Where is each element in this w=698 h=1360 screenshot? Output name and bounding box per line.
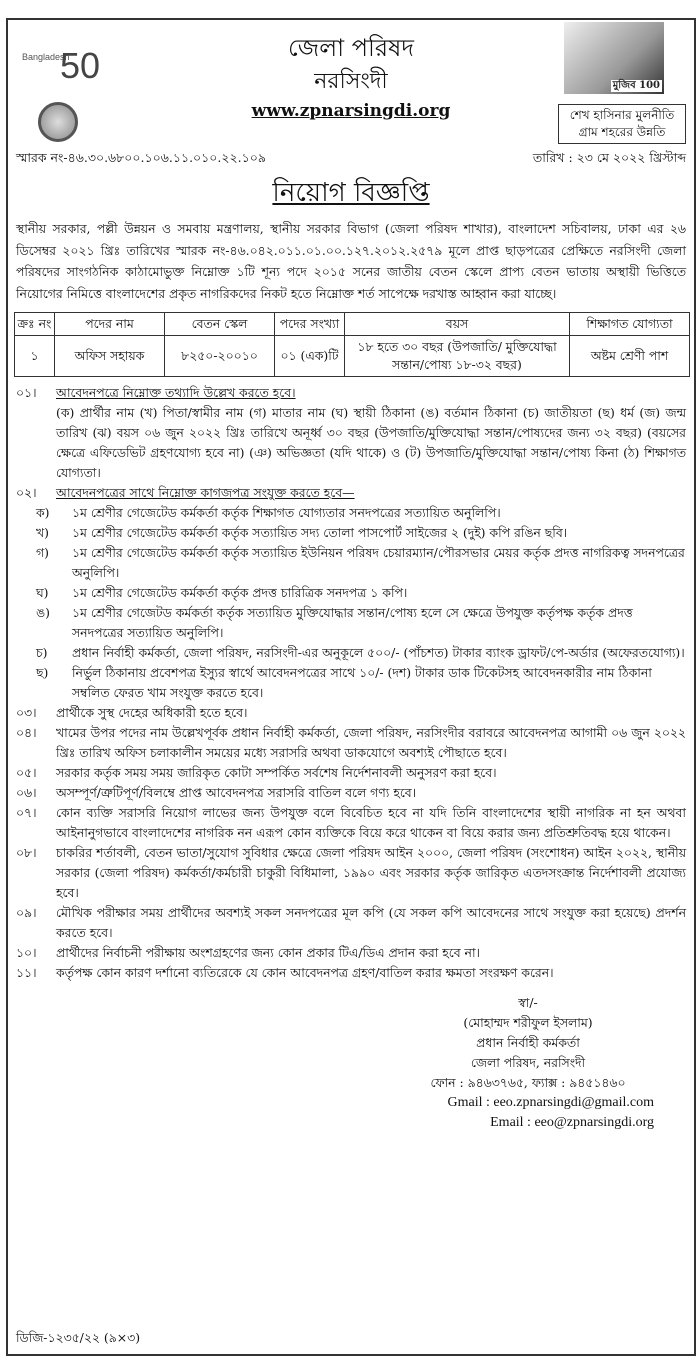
signer-designation: প্রধান নির্বাহী কর্মকর্তা [476, 1035, 580, 1050]
condition-item [16, 783, 686, 803]
memo-line [8, 148, 694, 168]
item-number: ০৪। [16, 725, 37, 740]
sub-item [36, 583, 686, 603]
condition-item [16, 763, 686, 783]
signature-block [398, 993, 658, 1093]
item-text: খামের উপর পদের নাম উল্লেখপূর্বক প্রধান নির্বাহী কর্মকর্তা, জেলা পরিষদ, নরসিংদীর বরাবরে আবেদনপত্র আগামী ০৬ জুন ২০২২ খ্রিঃ তারিখ অফিস চলাকালীন সময়ের মধ্যে সরাসরি অথবা ডাকযোগে অবশ্যই পৌছাতে হবে। [56, 725, 686, 760]
col-scale: বেতন স্কেল [165, 313, 275, 336]
sub-letter: ক) [36, 505, 50, 520]
condition-item [16, 723, 686, 763]
condition-item [16, 943, 686, 963]
sub-item [36, 543, 686, 583]
condition-item [16, 843, 686, 903]
item-text: সরকার কর্তৃক সময় সময় জারিকৃত কোটা সম্পর্কিত সর্বশেষ নির্দেশনাবলী অনুসরণ করা হবে। [56, 765, 497, 780]
sub-text: ১ম শ্রেণীর গেজেটেড কর্মকর্তা কর্তৃক শিক্ষাগত যোগ্যতার সনদপত্রের সত্যায়িত অনুলিপি। [72, 505, 501, 520]
item-number: ০৮। [16, 845, 37, 860]
sub-letter: গ) [36, 545, 49, 560]
condition-item [16, 963, 686, 983]
org-name: জেলা পরিষদ [288, 34, 414, 62]
item-text: প্রার্থীকে সুস্থ দেহের অধিকারী হতে হবে। [56, 705, 248, 720]
slogan-line: গ্রাম শহরের উন্নতি [578, 125, 666, 139]
svg-text:50: 50 [60, 45, 101, 86]
item-number: ১১। [16, 965, 37, 980]
intro-paragraph: স্থানীয় সরকার, পল্লী উন্নয়ন ও সমবায় মন্ত্রণালয়, স্থানীয় সরকার বিভাগ (জেলা পরিষদ শাখার), বাংলাদেশ সচিবালয়, ঢাকা এর ২৬ ডিসেম্বর ২০২১ খ্রিঃ তারিখের স্মারক নং-৪৬.০৪২.০১১.০১.০০.১২৭.২০১২.২৫৭৯ মূলে প্রাপ্ত ছাড়পত্রের প্রেক্ষিতে নরসিংদী জেলা পরিষদের সাংগঠনিক কাঠামোভুক্ত নিম্নোক্ত ১টি শূন্য পদে ২০১৫ সনের জাতীয় বেতন স্কেলে প্রাপ্য বেতন ভাতায় অস্থায়ী ভিত্তিতে নিয়োগের নিমিত্তে বাংলাদেশের প্রকৃত নাগরিকদের নিকট হতে নিম্নোক্ত শর্ত সাপেক্ষে দরখাস্ত আহ্বান করা যাচ্ছে। [16, 221, 686, 301]
svg-text:Bangladesh: Bangladesh [22, 52, 70, 62]
sub-letter: ছ) [36, 665, 49, 680]
phone-fax: ফোন : ৯৪৬৩৭৬৫, ফ্যাক্স : ৯৪৫১৪৬০ [430, 1075, 626, 1090]
item-text: অসম্পূর্ণ/ত্রুটিপূর্ণ/বিলম্বে প্রাপ্ত আবেদনপত্র সরাসরি বাতিল বলে গণ্য হবে। [56, 785, 417, 800]
col-age: বয়স [345, 313, 570, 336]
sub-text: প্রধান নির্বাহী কর্মকর্তা, জেলা পরিষদ, নরসিংদী-এর অনুকূলে ৫০০/- (পাঁচশত) টাকার ব্যাংক ড্রাফট/পে-অর্ডার (অফেরতযোগ্য)। [72, 645, 685, 660]
slogan-line: শেখ হাসিনার মুলনীতি [569, 108, 675, 122]
sub-item [36, 663, 686, 703]
website-link[interactable]: www.zpnarsingdi.org [251, 101, 451, 121]
cell: ৮২৫০-২০০১০ [165, 336, 275, 377]
sub-item [36, 503, 686, 523]
cell: ০১ (এক)টি [275, 336, 345, 377]
item-text: কর্তৃপক্ষ কোন কারণ দর্শানো ব্যতিরেকে যে কোন আবেদনপত্র গ্রহণ/বাতিল করার ক্ষমতা সংরক্ষণ করেন। [56, 965, 554, 980]
condition-item [16, 903, 686, 943]
item-text: প্রার্থীদের নির্বাচনী পরীক্ষায় অংশগ্রহণের জন্য কোন প্রকার টিএ/ডিএ প্রদান করা হবে না। [56, 945, 480, 960]
district-name: নরসিংদী [314, 69, 388, 94]
header [8, 20, 694, 148]
table-header-row [15, 313, 690, 336]
col-post: পদের নাম [55, 313, 165, 336]
item-text: চাকরির শর্তাবলী, বেতন ভাতা/সুযোগ সুবিধার ক্ষেত্রে জেলা পরিষদ আইন ২০০০, জেলা পরিষদ (সংশোধন) আইন ২০২২, স্থানীয় সরকার (জেলা পরিষদ) কর্মকর্তা/কর্মচারী চাকুরী বিধিমালা, ১৯৯০ এবং সরকার কর্তৃক জারিকৃত এতদসংক্রান্ত নির্দেশাবলী প্রযোজ্য হবে। [56, 845, 686, 900]
condition-item [16, 483, 686, 703]
cell: অফিস সহায়ক [55, 336, 165, 377]
sub-letter: খ) [36, 525, 49, 540]
memo-date: তারিখ : ২৩ মে ২০২২ খ্রিস্টাব্দ [532, 150, 686, 165]
sub-letter: ঘ) [36, 585, 49, 600]
email[interactable]: Email : eeo@zpnarsingdi.org [490, 1115, 654, 1130]
item-number: ০১। [16, 385, 37, 400]
sub-text: ১ম শ্রেণীর গেজেটেড কর্মকর্তা কর্তৃক প্রদত্ত চারিত্রিক সনদপত্র ১ কপি। [72, 585, 408, 600]
sub-text: ১ম শ্রেণীর গেজেটেড কর্মকর্তা কর্তৃক সত্যায়িত ইউনিয়ন পরিষদ চেয়ারম্যান/পৌরসভার মেয়র কর্তৃক প্রদত্ত নাগরিকত্ব সদনপত্রের অনুলিপি। [72, 545, 685, 580]
item-number: ০৩। [16, 705, 37, 720]
item-heading: আবেদনপত্রে নিম্নোক্ত তথ্যাদি উল্লেখ করতে হবে। [56, 385, 296, 400]
mujib-100-text: মুজিব 100 [612, 80, 660, 91]
item-number: ০৯। [16, 905, 37, 920]
item-heading: আবেদনপত্রের সাথে নিম্নোক্ত কাগজপত্র সংযুক্ত করতে হবে— [56, 485, 355, 500]
signature: স্বা/- [518, 995, 538, 1010]
sub-letter: চ) [36, 645, 48, 660]
conditions-list [8, 377, 694, 983]
sub-item [36, 603, 686, 643]
mujib-100-portrait [564, 22, 664, 94]
sub-text: ১ম শ্রেণীর গেজেটেড কর্মকর্তা কর্তৃক সত্যায়িত সদ্য তোলা পাসপোর্ট সাইজের ২ (দুই) কপি রঙিন ছবি। [72, 525, 568, 540]
sub-item [36, 643, 686, 663]
item-text: কোন ব্যক্তি সরাসরি নিয়োগ লাভের জন্য উপযুক্ত বলে বিবেচিত হবে না যদি তিনি বাংলাদেশের স্থায়ী নাগরিক না হন অথবা আইনানুগভাবে বাংলাদেশের নাগরিক নন এরূপ কোন ব্যক্তিকে বিয়ে করে থাকেন বা বিয়ে করার জন্য প্রতিশ্রুতিবদ্ধ হয়ে থাকেন। [56, 805, 686, 840]
cell: ১ [15, 336, 55, 377]
slogan-box [558, 104, 686, 144]
memo-ref: স্মারক নং-৪৬.৩০.৬৮০০.১০৬.১১.০১০.২২.১০৯ [16, 150, 266, 165]
sub-item [36, 523, 686, 543]
sub-letter: ঙ) [36, 605, 50, 620]
item-text: (ক) প্রার্থীর নাম (খ) পিতা/স্বামীর নাম (গ) মাতার নাম (ঘ) স্থায়ী ঠিকানা (ঙ) বর্তমান ঠিকানা (চ) জাতীয়তা (ছ) ধর্ম (জ) জন্ম তারিখ (ঝ) বয়স ০৬ জুন ২০২২ খ্রিঃ তারিখে অনূর্ধ্ব ৩০ বছর (উপজাতি/মুক্তিযোদ্ধা সন্তান/পোষ্যদের জন্য ৩২ বছর) (বয়সের ক্ষেত্রে এফিডেভিট গ্রহণযোগ্য হবে না) (ঞ) অভিজ্ঞতা (যদি থাকে) ও (ট) উপজাতি/মুক্তিযোদ্ধা সন্তান/পোষ্য কিনা (ঠ) শিক্ষাগত যোগ্যতা। [56, 405, 686, 480]
item-number: ০২। [16, 485, 37, 500]
condition-item [16, 383, 686, 483]
item-number: ১০। [16, 945, 37, 960]
table-row [15, 336, 690, 377]
sub-text: নির্ভুল ঠিকানায় প্রবেশপত্র ইস্যুর স্বার্থে আবেদনপত্রের সাথে ১০/- (দশ) টাকার ডাক টিকেটসহ আবেদনকারীর নাম ঠিকানা সম্বলিত ফেরত খাম সংযুক্ত করতে হবে। [72, 665, 652, 700]
condition-item [16, 803, 686, 843]
sub-text: ১ম শ্রেণীর গেজেটড কর্মকর্তা কর্তৃক সত্যায়িত মুক্তিযোদ্ধার সন্তান/পোষ্য হলে সে ক্ষেত্রে উপযুক্ত কর্তৃপক্ষ কর্তৃক প্রদত্ত সনদপত্রের সত্যায়িত অনুলিপি। [72, 605, 633, 640]
col-education: শিক্ষাগত যোগ্যতা [570, 313, 690, 336]
vacancy-table [14, 312, 690, 377]
notice-title: নিয়োগ বিজ্ঞপ্তি [272, 178, 430, 208]
condition-item [16, 703, 686, 723]
signer-office: জেলা পরিষদ, নরসিংদী [470, 1055, 586, 1070]
signer-name: (মোহাম্মদ শরীফুল ইসলাম) [463, 1015, 593, 1030]
col-count: পদের সংখ্যা [275, 313, 345, 336]
cell: ১৮ হতে ৩০ বছর (উপজাতি/ মুক্তিযোদ্ধা সন্তান/পোষ্য ১৮-৩২ বছর) [345, 336, 570, 377]
item-number: ০৭। [16, 805, 37, 820]
notice-document [6, 18, 696, 1356]
cell: অষ্টম শ্রেণী পাশ [570, 336, 690, 377]
item-number: ০৫। [16, 765, 37, 780]
item-text: মৌখিক পরীক্ষার সময় প্রার্থীদের অবশ্যই সকল সনদপত্রের মূল কপি (যে সকল কপি আবেদনের সাথে সংযুক্ত করা হয়েছে) প্রদর্শন করতে হবে। [56, 905, 686, 940]
item-number: ০৬। [16, 785, 37, 800]
dg-code: ডিজি-১২৩৫/২২ (৯×৩) [16, 1330, 141, 1345]
gmail[interactable]: Gmail : eeo.zpnarsingdi@gmail.com [447, 1095, 654, 1110]
col-serial: ক্রঃ নং [15, 313, 55, 336]
